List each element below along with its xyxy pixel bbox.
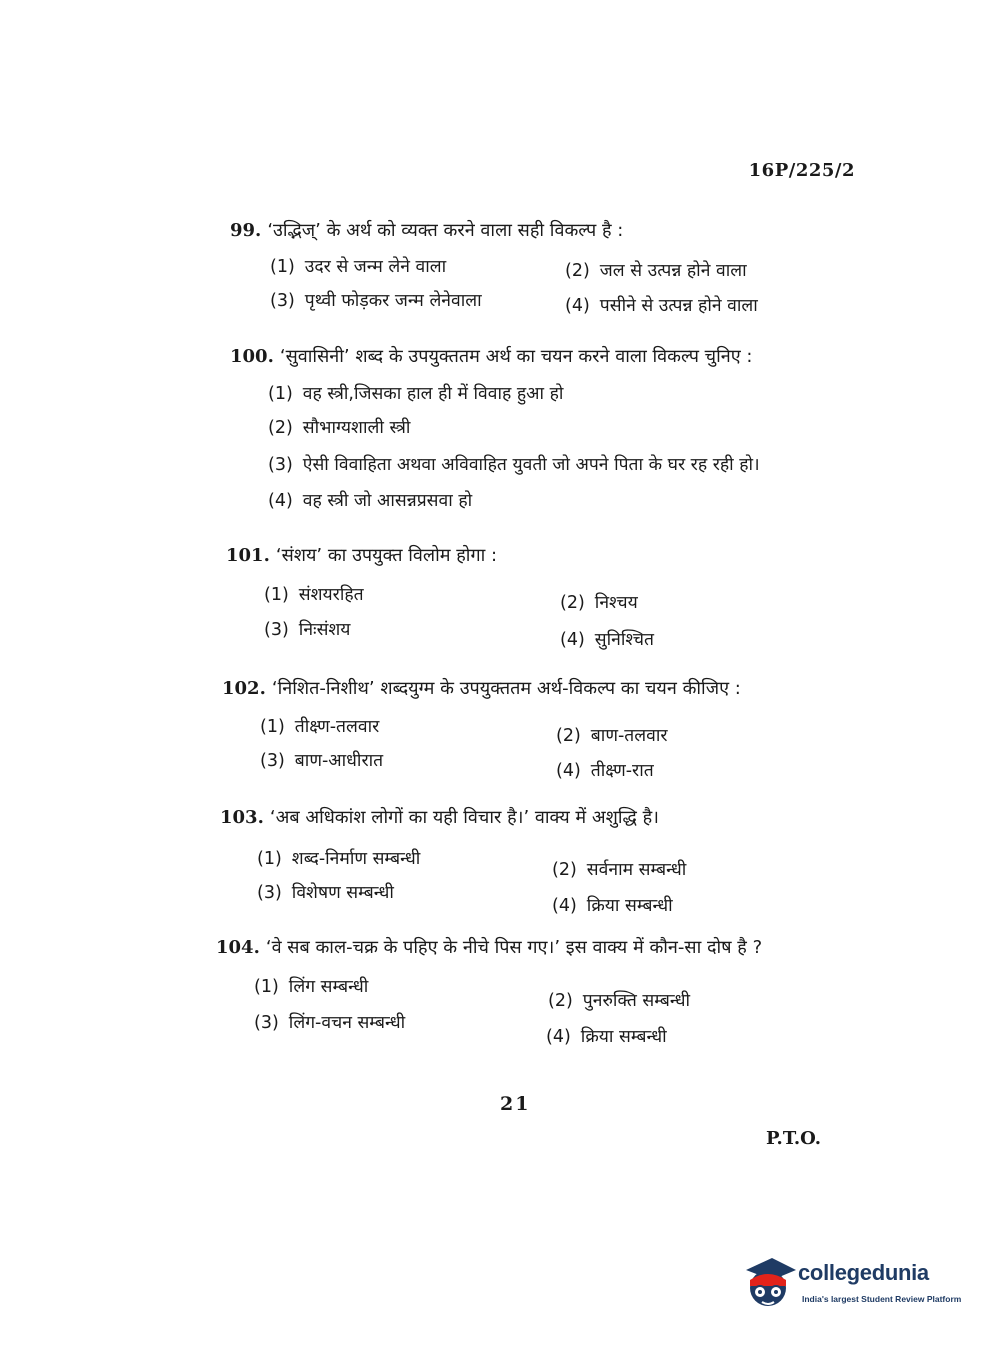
option-1	[254, 974, 368, 998]
option-number: (4)	[552, 896, 577, 916]
option-3	[254, 1010, 405, 1034]
option-number: (3)	[254, 1013, 279, 1033]
option-number: (2)	[556, 726, 581, 746]
option-number: (1)	[257, 849, 282, 869]
option-text: क्रिया सम्बन्धी	[586, 896, 673, 916]
option-3	[270, 288, 482, 312]
option-number: (4)	[556, 761, 581, 781]
question-stem: ‘अब अधिकांश लोगों का यही विचार है।’ वाक्य में अशुद्धि है।	[269, 807, 659, 828]
option-number: (2)	[548, 991, 573, 1011]
option-2	[565, 258, 747, 282]
option-number: (3)	[260, 751, 285, 771]
option-number: (3)	[270, 291, 295, 311]
option-text: पसीने से उत्पन्न होने वाला	[599, 296, 758, 316]
question-stem: ‘संशय’ का उपयुक्त विलोम होगा :	[275, 545, 498, 566]
question-number: 103.	[220, 807, 264, 828]
option-text: लिंग सम्बन्धी	[288, 977, 369, 997]
option-text: सौभाग्यशाली स्त्री	[302, 418, 411, 438]
option-3	[257, 880, 394, 904]
option-4	[560, 627, 654, 651]
option-number: (4)	[546, 1027, 571, 1047]
option-number: (4)	[565, 296, 590, 316]
option-text: लिंग-वचन सम्बन्धी	[288, 1013, 406, 1033]
option-3	[260, 748, 383, 772]
option-3	[268, 452, 760, 476]
question-number: 102.	[222, 678, 266, 699]
option-text: सर्वनाम सम्बन्धी	[586, 860, 687, 880]
option-text: तीक्ष्ण-रात	[590, 761, 654, 781]
question-text	[222, 676, 741, 700]
question-text	[230, 344, 752, 368]
option-number: (1)	[268, 384, 293, 404]
option-number: (1)	[254, 977, 279, 997]
option-text: पृथ्वी फोड़कर जन्म लेनेवाला	[304, 291, 482, 311]
option-4	[268, 488, 472, 512]
option-number: (3)	[257, 883, 282, 903]
page-number: 21	[500, 1093, 531, 1115]
option-text: निश्चय	[594, 593, 638, 613]
option-text: क्रिया सम्बन्धी	[580, 1027, 667, 1047]
option-1	[257, 846, 420, 870]
option-text: वह स्त्री जो आसन्नप्रसवा हो	[302, 491, 473, 511]
question-number: 104.	[216, 937, 260, 958]
question-number: 100.	[230, 346, 274, 367]
option-text: संशयरहित	[298, 585, 364, 605]
option-number: (2)	[552, 860, 577, 880]
question-text	[226, 543, 497, 567]
option-number: (2)	[565, 261, 590, 281]
option-1	[264, 582, 364, 606]
question-text	[216, 935, 762, 959]
option-1	[260, 714, 379, 738]
option-text: शब्द-निर्माण सम्बन्धी	[291, 849, 421, 869]
option-4	[552, 893, 673, 917]
option-2	[560, 590, 638, 614]
option-3	[264, 617, 350, 641]
option-text: विशेषण सम्बन्धी	[291, 883, 394, 903]
mascot-logo-icon	[742, 1250, 798, 1314]
question-stem: ‘सुवासिनी’ शब्द के उपयुक्ततम अर्थ का चयन करने वाला विकल्प चुनिए :	[279, 346, 753, 367]
collegedunia-watermark	[742, 1250, 972, 1316]
option-number: (2)	[560, 593, 585, 613]
option-4	[546, 1024, 667, 1048]
question-stem: ‘उद्भिज्’ के अर्थ को व्यक्त करने वाला सही विकल्प है :	[267, 220, 624, 241]
option-text: सुनिश्चित	[594, 630, 654, 650]
option-text: निःसंशय	[298, 620, 351, 640]
option-2	[548, 988, 690, 1012]
question-text	[230, 218, 623, 242]
option-2	[552, 857, 686, 881]
option-text: बाण-तलवार	[590, 726, 668, 746]
option-2	[556, 723, 668, 747]
option-number: (1)	[260, 717, 285, 737]
option-number: (1)	[264, 585, 289, 605]
option-number: (3)	[264, 620, 289, 640]
option-number: (2)	[268, 418, 293, 438]
question-number: 101.	[226, 545, 270, 566]
option-2	[268, 415, 410, 439]
option-number: (1)	[270, 257, 295, 277]
question-text	[220, 805, 659, 829]
page-code: 16P/225/2	[748, 160, 855, 181]
option-text: जल से उत्पन्न होने वाला	[599, 261, 747, 281]
option-text: तीक्ष्ण-तलवार	[294, 717, 380, 737]
option-1	[270, 254, 446, 278]
option-4	[565, 293, 758, 317]
option-text: ऐसी विवाहिता अथवा अविवाहित युवती जो अपने पिता के घर रह रही हो।	[302, 455, 760, 475]
watermark-tagline: India's largest Student Review Platform	[802, 1294, 962, 1304]
option-number: (4)	[560, 630, 585, 650]
option-text: उदर से जन्म लेने वाला	[304, 257, 447, 277]
watermark-brand: collegedunia	[798, 1260, 929, 1285]
option-text: वह स्त्री,जिसका हाल ही में विवाह हुआ हो	[302, 384, 564, 404]
option-number: (3)	[268, 455, 293, 475]
question-number: 99.	[230, 220, 262, 241]
option-4	[556, 758, 654, 782]
question-stem: ‘वे सब काल-चक्र के पहिए के नीचे पिस गए।’ इस वाक्य में कौन-सा दोष है ?	[265, 937, 763, 958]
option-1	[268, 381, 563, 405]
pto-label: P.T.O.	[766, 1128, 822, 1149]
option-text: पुनरुक्ति सम्बन्धी	[582, 991, 691, 1011]
option-text: बाण-आधीरात	[294, 751, 384, 771]
option-number: (4)	[268, 491, 293, 511]
question-stem: ‘निशित-निशीथ’ शब्दयुग्म के उपयुक्ततम अर्थ-विकल्प का चयन कीजिए :	[271, 678, 741, 699]
